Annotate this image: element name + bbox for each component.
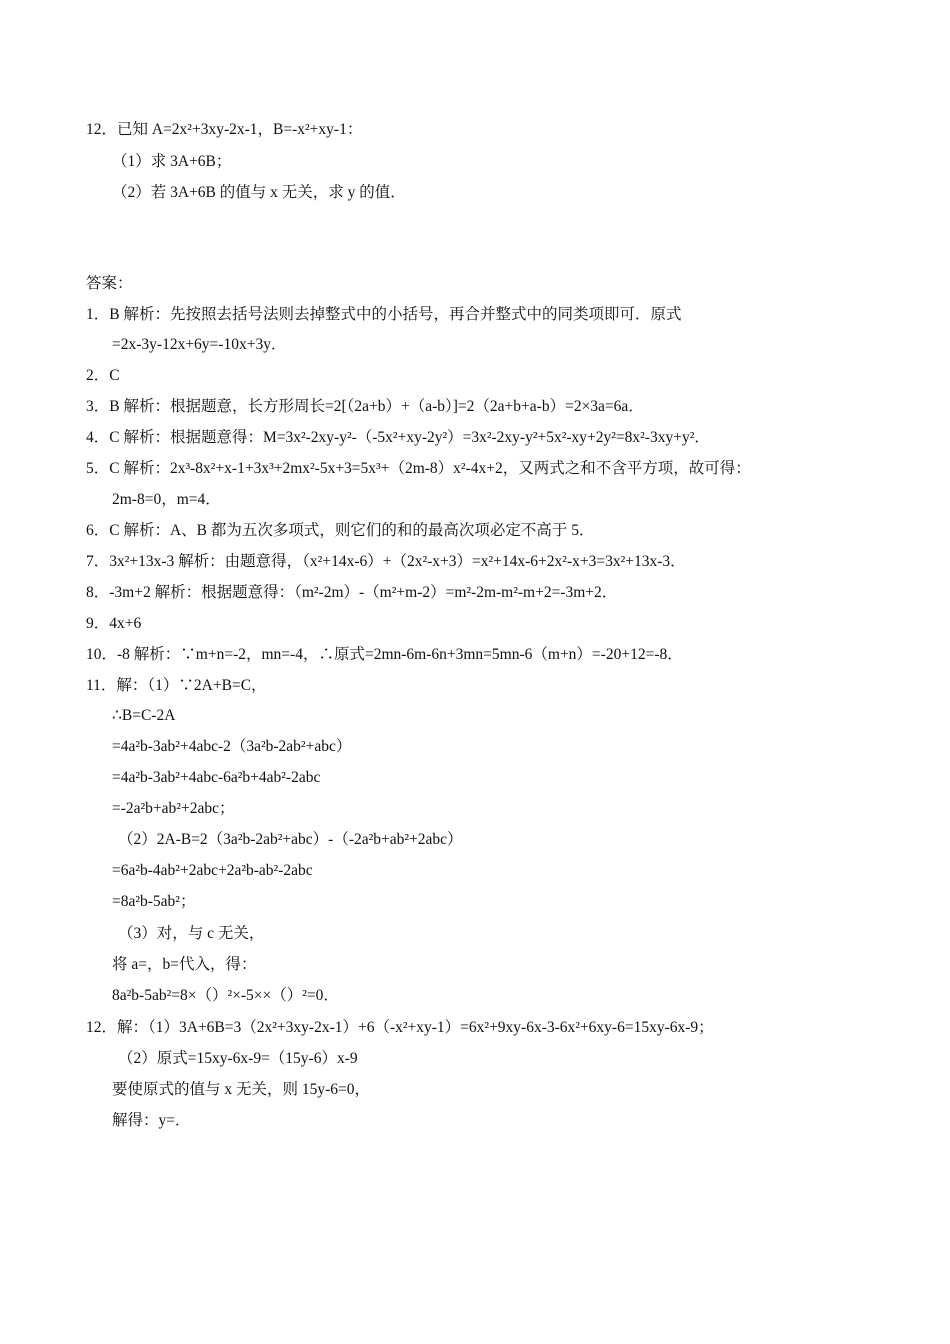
answer-line: 9．4x+6 [86, 615, 142, 632]
answer-line: （2）2A-B=2（3a²b-2ab²+abc）-（-2a²b+ab²+2abc） [118, 831, 463, 848]
question-12-part-1: （1）求 3A+6B； [112, 153, 232, 170]
answer-line: （3）对，与 c 无关， [118, 925, 265, 942]
answer-line: （2）原式=15xy-6x-9=（15y-6）x-9 [118, 1050, 358, 1067]
answer-line: ∴B=C-2A [112, 707, 176, 724]
question-12-stem: 12．已知 A=2x²+3xy-2x-1，B=-x²+xy-1： [86, 121, 363, 138]
answer-line: 12．解：（1）3A+6B=3（2x²+3xy-2x-1）+6（-x²+xy-1）=6x²+9xy-6x-3-6x²+6xy-6=15xy-6x-9； [86, 1019, 714, 1036]
answer-line: 6．C 解析：A、B 都为五次多项式，则它们的和的最高次项必定不高于 5． [86, 522, 595, 539]
question-12-part-2: （2）若 3A+6B 的值与 x 无关，求 y 的值． [112, 184, 406, 201]
answer-line: 8．-3m+2 解析：根据题意得：（m²-2m）-（m²+m-2）=m²-2m-m²-m+2=-3m+2． [86, 584, 618, 601]
answer-line: =-2a²b+ab²+2abc； [112, 800, 235, 817]
answer-line: 2m-8=0，m=4． [112, 491, 221, 508]
answer-line: 要使原式的值与 x 无关，则 15y-6=0， [112, 1081, 371, 1098]
answer-line: 2．C [86, 367, 120, 384]
answer-line: =4a²b-3ab²+4abc-6a²b+4ab²-2abc [112, 769, 321, 786]
answer-line: 5．C 解析：2x³-8x²+x-1+3x³+2mx²-5x+3=5x³+（2m-8）x²-4x+2，又两式之和不含平方项，故可得： [86, 460, 751, 477]
answer-line: 4．C 解析：根据题意得：M=3x²-2xy-y²-（-5x²+xy-2y²）=3x²-2xy-y²+5x²-xy+2y²=8x²-3xy+y²． [86, 429, 710, 446]
answer-line: =6a²b-4ab²+2abc+2a²b-ab²-2abc [112, 862, 313, 879]
answer-line: 3．B 解析：根据题意，长方形周长=2[（2a+b）+（a-b）]=2（2a+b+a-b）=2×3a=6a． [86, 398, 644, 415]
answer-line: 10．-8 解析：∵m+n=-2，mn=-4，∴原式=2mn-6m-6n+3mn=5mn-6（m+n）=-20+12=-8． [86, 646, 683, 663]
answers-heading: 答案： [86, 275, 133, 292]
answer-line: 11．解：（1）∵2A+B=C， [86, 677, 267, 694]
answer-line: 7．3x²+13x-3 解析：由题意得，（x²+14x-6）+（2x²-x+3）=x²+14x-6+2x²-x+3=3x²+13x-3． [86, 553, 686, 570]
answer-line: 8a²b-5ab²=8×（）²×-5××（）²=0． [112, 987, 339, 1004]
answer-line: =4a²b-3ab²+4abc-2（3a²b-2ab²+abc） [112, 738, 352, 755]
answer-line: =2x-3y-12x+6y=-10x+3y． [112, 336, 287, 353]
answer-line: =8a²b-5ab²； [112, 893, 196, 910]
answer-line: 1．B 解析：先按照去括号法则去掉整式中的小括号，再合并整式中的同类项即可．原式 [86, 306, 682, 323]
answer-line: 将 a=，b=代入，得： [112, 956, 257, 973]
answer-line: 解得：y=． [112, 1112, 191, 1129]
